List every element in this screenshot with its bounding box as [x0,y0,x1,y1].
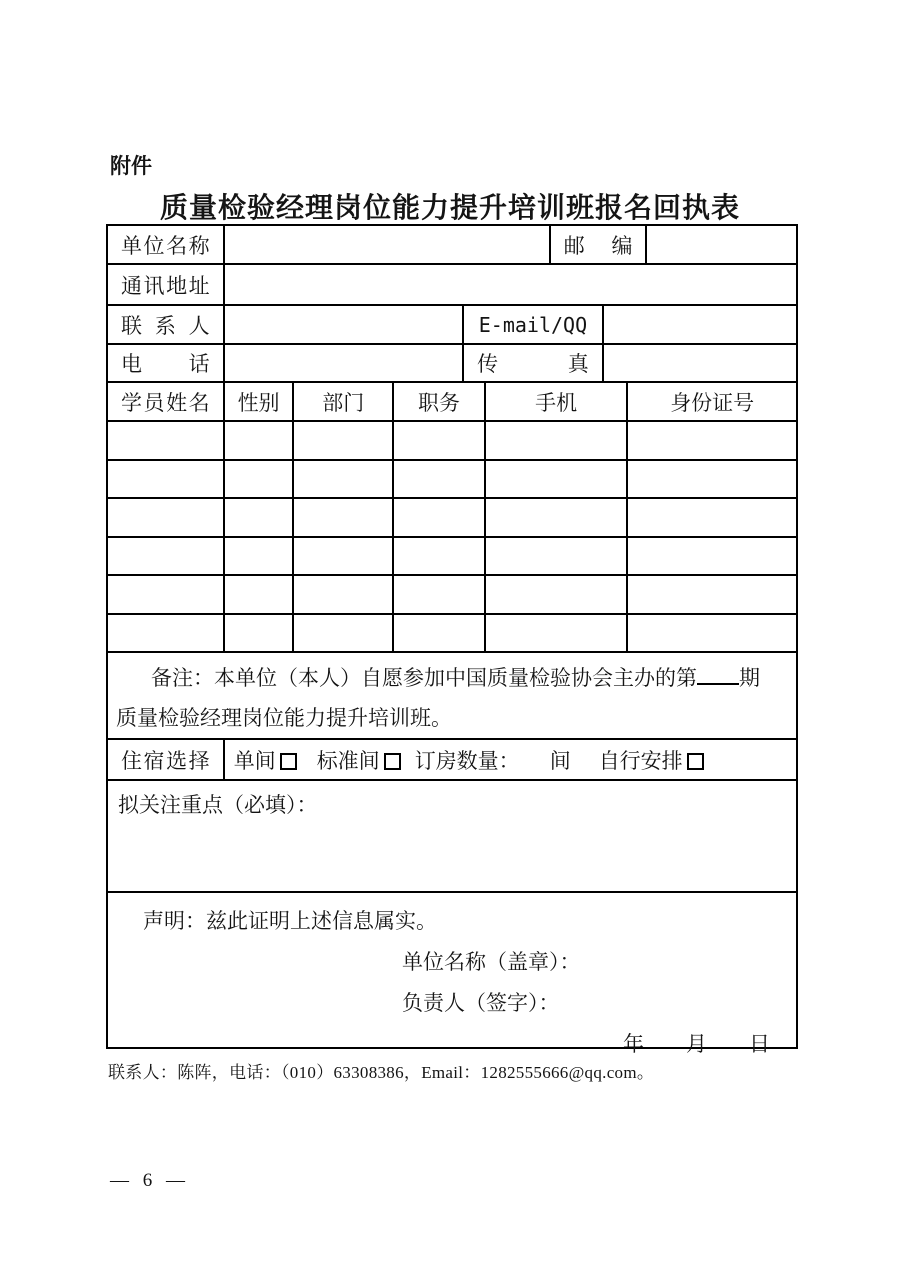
department-header-cell [292,383,392,420]
trainee-name-field[interactable] [108,576,223,613]
fax-label-cell [462,345,602,381]
accommodation-row [108,738,796,779]
room-count-label: 订房数量： [414,748,520,773]
id-number-field[interactable] [626,422,796,459]
registration-form-table [106,224,798,1056]
focus-row [108,779,796,891]
company-seal-label: 单位名称（盖章）： [402,950,581,974]
id-number-field[interactable] [626,499,796,536]
contact-person-label: 联系人 [121,313,210,338]
unit-name-field[interactable] [223,226,549,263]
remark-cell [108,653,796,738]
mobile-header-cell [484,383,627,420]
address-field[interactable] [223,265,796,304]
trainee-name-field[interactable] [108,422,223,459]
remark-line1: 备注：本单位（本人）自愿参加中国质量检验协会主办的第 期 [151,666,760,690]
mobile-field[interactable] [484,615,627,652]
department-field[interactable] [292,422,392,459]
page-number: — 6 — [110,1170,185,1191]
declaration-cell [108,893,796,1056]
footer-contact: 联系人：陈阵，电话：（010）63308386，Email：1282555666@qq.com。 [108,1063,655,1082]
date-label: 年 月 日 [623,1032,770,1056]
gender-field[interactable] [223,461,293,498]
id-number-field[interactable] [626,461,796,498]
trainee-header-row [108,381,796,420]
position-field[interactable] [392,499,484,536]
phone-row [108,343,796,381]
trainee-name-header: 学员姓名 [121,390,210,415]
fax-label: 传真 [477,352,589,376]
department-field[interactable] [292,461,392,498]
department-header: 部门 [322,390,365,415]
position-field[interactable] [392,576,484,613]
phone-field[interactable] [223,345,462,381]
trainee-row [108,459,796,498]
contact-label-cell [108,306,223,343]
email-qq-label: E-mail/QQ [478,312,588,337]
single-room-checkbox[interactable] [280,753,297,770]
mobile-field[interactable] [484,499,627,536]
contact-row [108,304,796,343]
id-number-field[interactable] [626,538,796,575]
mobile-header: 手机 [535,390,578,415]
trainee-name-field[interactable] [108,499,223,536]
gender-field[interactable] [223,538,293,575]
form-title: 质量检验经理岗位能力提升培训班报名回执表 [159,193,740,224]
position-header: 职务 [417,390,460,415]
address-row [108,263,796,304]
self-arrange-option: 自行安排 [599,745,704,775]
declaration-row [108,891,796,1056]
attachment-label: 附件 [110,155,152,178]
room-unit-label: 间 [549,748,571,773]
trainee-name-field[interactable] [108,615,223,652]
gender-field[interactable] [223,422,293,459]
unit-name-label-cell [108,226,223,263]
mobile-field[interactable] [484,461,627,498]
position-header-cell [392,383,484,420]
standard-room-option: 标准间 [317,745,401,775]
trainee-name-field[interactable] [108,461,223,498]
focus-label: 拟关注重点（必填）： [118,793,318,817]
remark-row [108,651,796,738]
fax-field[interactable] [602,345,796,381]
phone-label-cell [108,345,223,381]
email-label-cell [462,306,602,343]
contact-person-field[interactable] [223,306,462,343]
trainee-row [108,420,796,459]
session-number-blank[interactable] [697,681,739,685]
position-field[interactable] [392,461,484,498]
trainee-row [108,536,796,575]
remark-line2: 质量检验经理岗位能力提升培训班。 [116,706,452,730]
trainee-name-field[interactable] [108,538,223,575]
postcode-label: 邮编 [563,233,633,258]
unit-name-label: 单位名称 [121,233,210,258]
gender-field[interactable] [223,499,293,536]
phone-label: 电话 [121,352,210,376]
address-label-cell [108,265,223,304]
standard-room-checkbox[interactable] [384,753,401,770]
gender-field[interactable] [223,576,293,613]
mobile-field[interactable] [484,576,627,613]
id-number-header: 身份证号 [670,390,755,415]
mobile-field[interactable] [484,422,627,459]
accommodation-label-cell [108,740,223,779]
trainee-name-header-cell [108,383,223,420]
id-number-header-cell [626,383,796,420]
position-field[interactable] [392,538,484,575]
department-field[interactable] [292,615,392,652]
id-number-field[interactable] [626,576,796,613]
department-field[interactable] [292,538,392,575]
declaration-statement: 声明：兹此证明上述信息属实。 [143,909,437,933]
mobile-field[interactable] [484,538,627,575]
department-field[interactable] [292,576,392,613]
trainee-row [108,497,796,536]
signer-label: 负责人（签字）： [402,991,560,1015]
focus-input-cell[interactable] [108,781,796,891]
position-field[interactable] [392,615,484,652]
single-room-option: 单间 [234,745,297,775]
position-field[interactable] [392,422,484,459]
department-field[interactable] [292,499,392,536]
gender-field[interactable] [223,615,293,652]
trainee-row [108,574,796,613]
accommodation-label: 住宿选择 [121,748,210,773]
address-label: 通讯地址 [121,273,210,298]
unit-name-row [108,226,796,263]
accommodation-options [223,740,796,779]
gender-header-cell [223,383,293,420]
gender-header: 性别 [237,390,280,415]
postcode-field[interactable] [645,226,796,263]
email-qq-field[interactable] [602,306,796,343]
self-arrange-checkbox[interactable] [687,753,704,770]
postcode-label-cell [549,226,646,263]
trainee-row [108,613,796,652]
id-number-field[interactable] [626,615,796,652]
